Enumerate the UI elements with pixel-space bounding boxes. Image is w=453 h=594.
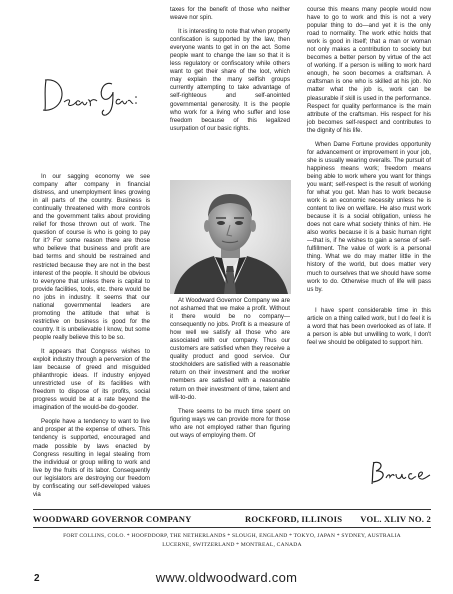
- paragraph: There seems to be much time spent on figuring ways we can provide more for those who are not employed rather than figuring out ways of employing them. Of: [170, 407, 290, 439]
- paragraph: In our sagging economy we see company after company in financial distress, and unemployment lines growing in all parts of the country. Business is continually threatened with more controls and the government talks about providing relief for those thrown out of work. The question of course is who is going to pay for it? For some reason there are those who believe that business and profit are bad terms and should be restrained and restricted because they are not in the best interest of the people. It should be obvious to everyone that unless there is capital to provide facilities, tools, etc. there would be no jobs in industry. It seems that our national governmental leaders are promoting the attitude that what is restrictive on business is good for the country. It is unbelievable I know, but some people really believe this to be so.: [33, 173, 150, 341]
- company-city: ROCKFORD, ILLINOIS: [245, 514, 343, 524]
- page-number: 2: [34, 573, 40, 584]
- letter-column-3: [307, 6, 431, 300]
- company-name: WOODWARD GOVERNOR COMPANY: [33, 514, 192, 524]
- handwritten-signature: [368, 458, 432, 486]
- paragraph: When Dame Fortune provides opportunity for advancement or improvement in your job, she is usually wearing overalls. The pursuit of happiness means work; freedom means being able to work where you want for things you want; self-respect is the result of working for what you get. Man has to work because work is an economic necessity unless he is content to live on welfare. He also must work because it is a social obligation, unless he does not care what society thinks of him. He also works because it is a basic human right—that is, if he wishes to gain a sense of self-fulfillment. The value of work is a personal thing. What we do may matter little in the history of the world, but does matter very much to ourselves that we should have some work to do. Otherwise much of life will pass us by.: [307, 140, 431, 293]
- masthead-top-rule: [33, 509, 431, 510]
- masthead-bottom-rule: [33, 527, 431, 528]
- website-watermark: www.oldwoodward.com: [155, 570, 298, 585]
- paragraph: It appears that Congress wishes to exploit industry through a perversion of the law because of greed and misguided philanthropic ideas. If industry enjoyed unrestricted use of its facilities with freedom to dispose of its profits, social progress would be at a rate beyond the imagination of the would-be do-gooder.: [33, 347, 150, 412]
- portrait-photo: [170, 180, 291, 294]
- handwritten-salutation: [40, 72, 140, 117]
- letter-column-1: [33, 173, 150, 505]
- locations-line-1: FORT COLLINS, COLO. * HOOFDDORP, THE NETHERLANDS * SLOUGH, ENGLAND * TOKYO, JAPAN * SYDNEY, AUSTRALIA: [63, 533, 401, 539]
- paragraph: I have spent considerable time in this article on a thing called work, but I do feel it is a word that has been overlooked as of late. If a person is able but unwilling to work, I don't feel we should be obligated to support him.: [307, 307, 431, 347]
- letter-column-2-lower: [170, 297, 290, 446]
- company-locations: [30, 532, 434, 550]
- paragraph: It is interesting to note that when property confiscation is supported by the law, then everyone wants to get in on the act. Some people want to change the law so that it is less regulatory or confiscatory while others want to get their share of the loot, which may explain the many selfish groups currently attempting to take advantage of self-righteous and self-anointed governmental generosity. It is the people who work for a living who suffer and lose freedom because of this legalized usurpation of our basic rights.: [170, 28, 290, 132]
- paragraph: course this means many people would now have to go to work and this is not a very popular thing to do—and yet it is the only road to normality. The work ethic holds that work is good in itself; that a man or woman not only makes a contribution to society but becomes a better person by virtue of the act of working. If a person is willing to work hard enough, he soon becomes a craftsman. A craftsman is one who is skilled at his job. No matter what the job is, work can be pleasurable if skill is used in the performance. Respect for quality performance is the main attribute of the craftsman. His respect for his job becomes self-respect and contributes to the dignity of his life.: [307, 6, 431, 134]
- paragraph: People have a tendency to want to live and prosper at the expense of others. This tendency is supported, encouraged and made possible by laws enacted by Congress resulting in legal stealing from the individual or group willing to work and live by the fruits of its labor. Consequently our legislators are destroying our freedom by confiscating our self-developed values via: [33, 418, 150, 498]
- letter-column-3-lower: [307, 307, 431, 353]
- paragraph: taxes for the benefit of those who neither weave nor spin.: [170, 6, 290, 22]
- volume-number: VOL. XLIV NO. 2: [360, 514, 431, 524]
- letter-column-2: [170, 6, 290, 139]
- paragraph: At Woodward Governor Company we are not ashamed that we make a profit. Without it there would be no company—consequently no jobs. Profit is a measure of how well we satisfy all those who are associated with our company. Thus our customers are satisfied when they receive a quality product and good service. Our stockholders are satisfied with a reasonable return on their investment and the worker members are satisfied with a reasonable return on their investment of time, talent and will-to-do.: [170, 297, 290, 401]
- locations-line-2: LUCERNE, SWITZERLAND * MONTREAL, CANADA: [162, 542, 302, 548]
